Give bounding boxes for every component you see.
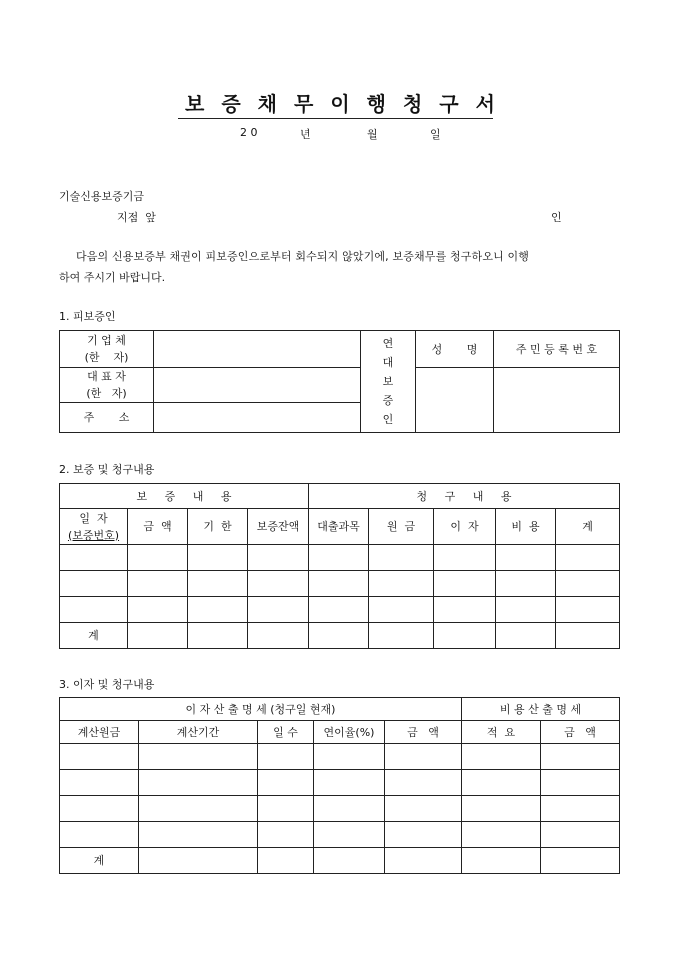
table-cell[interactable] [314,796,385,822]
company-value-cell[interactable] [154,331,361,368]
table-cell[interactable] [556,623,620,649]
table-cell[interactable] [139,796,258,822]
representative-value-cell[interactable] [154,368,361,403]
label-resident-no: 주 민 등 록 번 호 [494,331,620,368]
table-cell[interactable] [541,848,620,874]
col-balance: 보증잔액 [248,509,309,545]
table-cell[interactable] [258,822,314,848]
table-cell[interactable] [462,770,541,796]
table-cell[interactable] [556,545,620,571]
recipient-branch: 지점 앞 [117,211,156,224]
recipient-org: 기술신용보증기금 [59,190,145,203]
label-rep-line1: 대 표 자 [87,370,126,383]
table-cell[interactable] [462,744,541,770]
joint-guarantor-char: 보 [382,375,394,388]
table-cell[interactable] [60,571,128,597]
guarantor-name-cell[interactable] [416,368,494,433]
table-cell[interactable] [60,545,128,571]
table-cell[interactable] [314,822,385,848]
table-cell[interactable] [188,623,248,649]
label-representative [60,368,154,403]
label-rep-line2: (한 자) [86,387,127,400]
table-cell[interactable] [385,822,462,848]
col-date-line2: (보증번호) [67,528,120,542]
table-cell[interactable] [462,848,541,874]
table-cell[interactable] [60,822,139,848]
table-cell[interactable] [385,770,462,796]
interest-calculation-table [59,697,620,874]
table-cell[interactable] [314,770,385,796]
group-header-interest: 이 자 산 출 명 세 (청구일 현재) [60,698,462,721]
table-cell[interactable] [258,796,314,822]
group-header-cost: 비 용 산 출 명 세 [462,698,620,721]
joint-guarantor-char: 인 [382,413,394,426]
col-interest-amount: 금 액 [385,721,462,744]
table-cell[interactable] [434,623,496,649]
label-address: 주 소 [60,403,154,433]
date-year-label: 년 [300,128,311,141]
label-company-line1: 기 업 체 [87,334,126,347]
table-cell[interactable] [309,623,369,649]
guarantor-table [59,330,620,433]
col-principal: 원 금 [369,509,434,545]
table-row [60,744,620,770]
label-company [60,331,154,368]
col-term: 기 한 [188,509,248,545]
section1-heading: 1. 피보증인 [59,310,116,323]
col-loan-type: 대출과목 [309,509,369,545]
total-label: 계 [60,623,128,649]
table-cell[interactable] [309,545,369,571]
date-month-label: 월 [367,128,378,141]
table-cell[interactable] [258,848,314,874]
address-value-cell[interactable] [154,403,361,433]
label-company-line2: (한 자) [84,351,129,364]
table-cell[interactable] [369,623,434,649]
table-cell[interactable] [258,770,314,796]
table-cell[interactable] [434,571,496,597]
table-cell[interactable] [128,545,188,571]
col-interest: 이 자 [434,509,496,545]
joint-guarantor-char: 연 [382,337,394,350]
table-cell[interactable] [369,597,434,623]
table-cell[interactable] [60,770,139,796]
table-cell[interactable] [496,545,556,571]
table-row-total [60,848,620,874]
table-cell[interactable] [434,597,496,623]
table-cell[interactable] [60,597,128,623]
col-description: 적 요 [462,721,541,744]
table-cell[interactable] [139,770,258,796]
table-cell[interactable] [248,597,309,623]
table-cell[interactable] [496,571,556,597]
col-date [60,509,128,545]
table-row-total [60,623,620,649]
table-cell[interactable] [188,571,248,597]
guarantee-claim-table [59,483,620,649]
col-calc-principal: 계산원금 [60,721,139,744]
table-row [60,597,620,623]
table-cell[interactable] [139,744,258,770]
total-label: 계 [60,848,139,874]
col-date-line1: 일 자 [79,511,108,525]
label-name: 성 명 [416,331,494,368]
col-total: 계 [556,509,620,545]
table-cell[interactable] [188,597,248,623]
recipient-seal: 인 [551,211,562,224]
table-cell[interactable] [314,848,385,874]
table-cell[interactable] [369,545,434,571]
col-cost-amount: 금 액 [541,721,620,744]
table-cell[interactable] [556,597,620,623]
table-cell[interactable] [188,545,248,571]
table-cell[interactable] [248,623,309,649]
table-cell[interactable] [434,545,496,571]
table-row [60,571,620,597]
joint-guarantor-char: 증 [382,394,394,407]
table-cell[interactable] [258,744,314,770]
col-cost: 비 용 [496,509,556,545]
col-calc-period: 계산기간 [139,721,258,744]
col-amount: 금 액 [128,509,188,545]
guarantor-resident-no-cell[interactable] [494,368,620,433]
body-text-line2: 하여 주시기 바랍니다. [59,271,166,284]
table-row [60,796,620,822]
table-cell[interactable] [139,848,258,874]
date-day-label: 일 [430,128,441,141]
section3-heading: 3. 이자 및 청구내용 [59,678,155,691]
joint-guarantor-char: 대 [382,356,394,369]
group-header-claim: 청 구 내 용 [309,484,620,509]
col-annual-rate: 연이율(%) [314,721,385,744]
table-cell[interactable] [541,770,620,796]
table-row [60,545,620,571]
table-row [60,822,620,848]
table-cell[interactable] [314,744,385,770]
table-cell[interactable] [248,571,309,597]
table-cell[interactable] [369,571,434,597]
title-underline [178,118,493,119]
table-cell[interactable] [248,545,309,571]
group-header-guarantee: 보 증 내 용 [60,484,309,509]
joint-guarantor-label [361,331,416,433]
table-cell[interactable] [541,796,620,822]
table-cell[interactable] [385,796,462,822]
document-title: 보증채무이행청구서 [185,92,512,116]
table-cell[interactable] [541,744,620,770]
table-cell[interactable] [496,597,556,623]
date-year-prefix: 2 0 [240,126,258,139]
table-cell[interactable] [556,571,620,597]
table-cell[interactable] [128,597,188,623]
table-cell[interactable] [60,796,139,822]
body-text-line1: 다음의 신용보증부 채권이 피보증인으로부터 회수되지 않았기에, 보증채무를 청구하오니 이행 [76,250,530,263]
table-cell[interactable] [128,623,188,649]
table-cell[interactable] [309,597,369,623]
section2-heading: 2. 보증 및 청구내용 [59,463,155,476]
table-cell[interactable] [60,744,139,770]
table-row [60,770,620,796]
col-days: 일 수 [258,721,314,744]
table-cell[interactable] [462,796,541,822]
table-cell[interactable] [309,571,369,597]
table-cell[interactable] [541,822,620,848]
table-cell[interactable] [139,822,258,848]
table-cell[interactable] [385,848,462,874]
table-cell[interactable] [462,822,541,848]
table-cell[interactable] [128,571,188,597]
table-cell[interactable] [385,744,462,770]
table-cell[interactable] [496,623,556,649]
